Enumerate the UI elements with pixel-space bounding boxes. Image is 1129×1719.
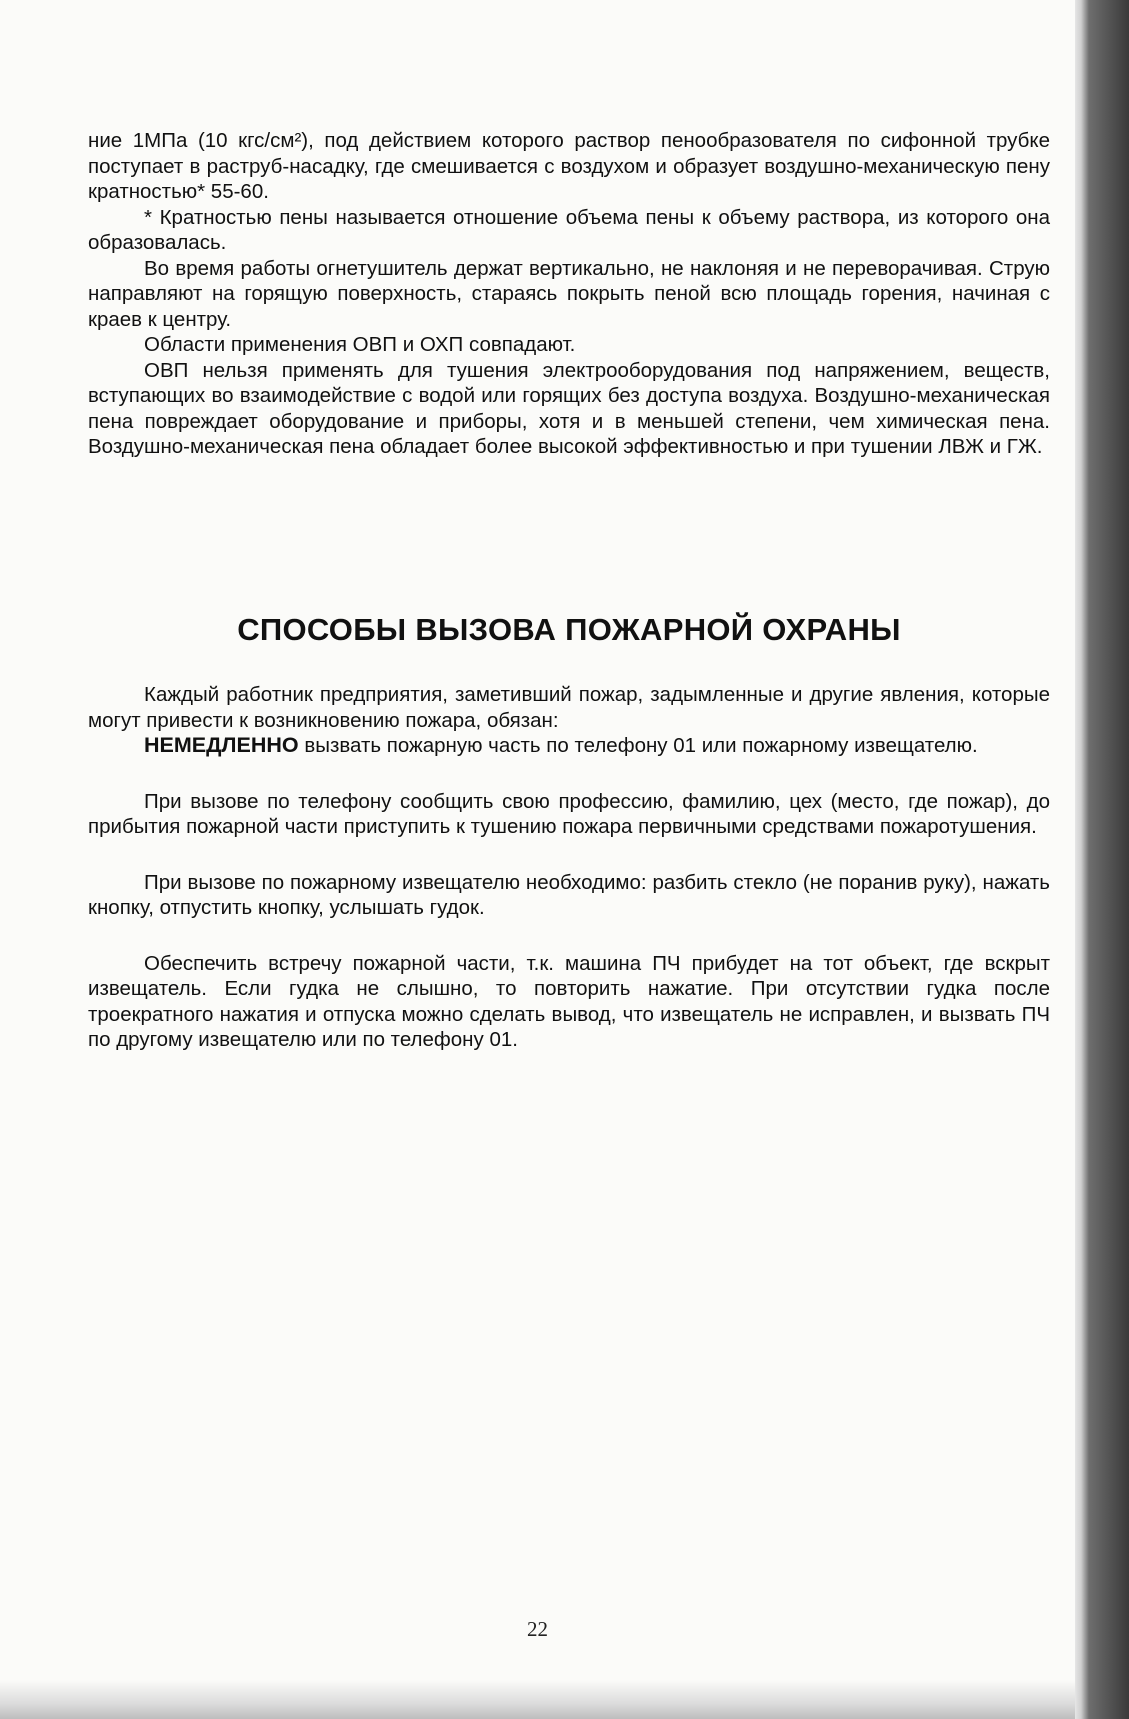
immediately-rest: вызвать пожарную часть по телефону 01 или пожарному извещателю. bbox=[298, 734, 978, 757]
spacer bbox=[88, 921, 1050, 951]
paragraph-application-areas: Области применения ОВП и ОХП совпадают. bbox=[144, 333, 576, 356]
scan-edge-shadow bbox=[1075, 0, 1129, 1719]
spacer bbox=[88, 840, 1050, 870]
paragraph-immediately bbox=[88, 733, 1050, 759]
paragraph-alarm-call: При вызове по пожарному извещателю необходимо: разбить стекло (не поранив руку), нажать кнопку, отпустить кнопку, услышать гудок. bbox=[88, 870, 1050, 919]
paragraph-phone-call: При вызове по телефону сообщить свою профессию, фамилию, цех (место, где пожар), до прибытия пожарной части приступить к тушению пожара первичными средствами пожаротушения. bbox=[88, 789, 1050, 838]
section-title: СПОСОБЫ ВЫЗОВА ПОЖАРНОЙ ОХРАНЫ bbox=[237, 612, 901, 647]
paragraph-operation: Во время работы огнетушитель держат вертикально, не наклоняя и не переворачивая. Струю направляют на горящую поверхность, стараясь покрыть пеной всю площадь горения, начиная с краев к центру. bbox=[88, 256, 1050, 331]
spacer bbox=[88, 759, 1050, 789]
paragraph-foam-description: ние 1МПа (10 кгс/см²), под действием которого раствор пенообразователя по сифонной трубке поступает в раструб-насадку, где смешивается с воздухом и образует воздушно-механическую пену кратностью* 55-60. bbox=[88, 129, 1050, 203]
page-bottom-curl bbox=[0, 1680, 1075, 1719]
paragraph-restrictions: ОВП нельзя применять для тушения электрооборудования под напряжением, веществ, вступающих во взаимодействие с водой или горящих без доступа воздуха. Воздушно-механическая пена повреждает оборудование и приборы, хотя и в меньшей степени, чем химическая пена. Воздушно-механическая пена обладает более высокой эффективностью и при тушении ЛВЖ и ГЖ. bbox=[88, 358, 1050, 458]
page-number: 22 bbox=[527, 1617, 548, 1641]
paragraph-employee-duty: Каждый работник предприятия, заметивший пожар, задымленные и другие явления, которые могут привести к возникновению пожара, обязан: bbox=[88, 683, 1050, 732]
paragraph-meet-brigade: Обеспечить встречу пожарной части, т.к. машина ПЧ прибудет на тот объект, где вскрыт извещатель. Если гудка не слышно, то повторить нажатие. При отсутствии гудка после троекратного нажатия и отпуска можно сделать вывод, что извещатель не исправлен, и вызвать ПЧ по другому извещателю или по телефону 01. bbox=[88, 951, 1050, 1051]
top-text-section bbox=[88, 128, 1050, 460]
emphasis-immediately: НЕМЕДЛЕННО bbox=[144, 733, 299, 757]
footnote-foam-ratio: * Кратностью пены называется отношение объема пены к объему раствора, из которого она образовалась. bbox=[88, 205, 1050, 254]
bottom-text-section bbox=[88, 682, 1050, 1053]
